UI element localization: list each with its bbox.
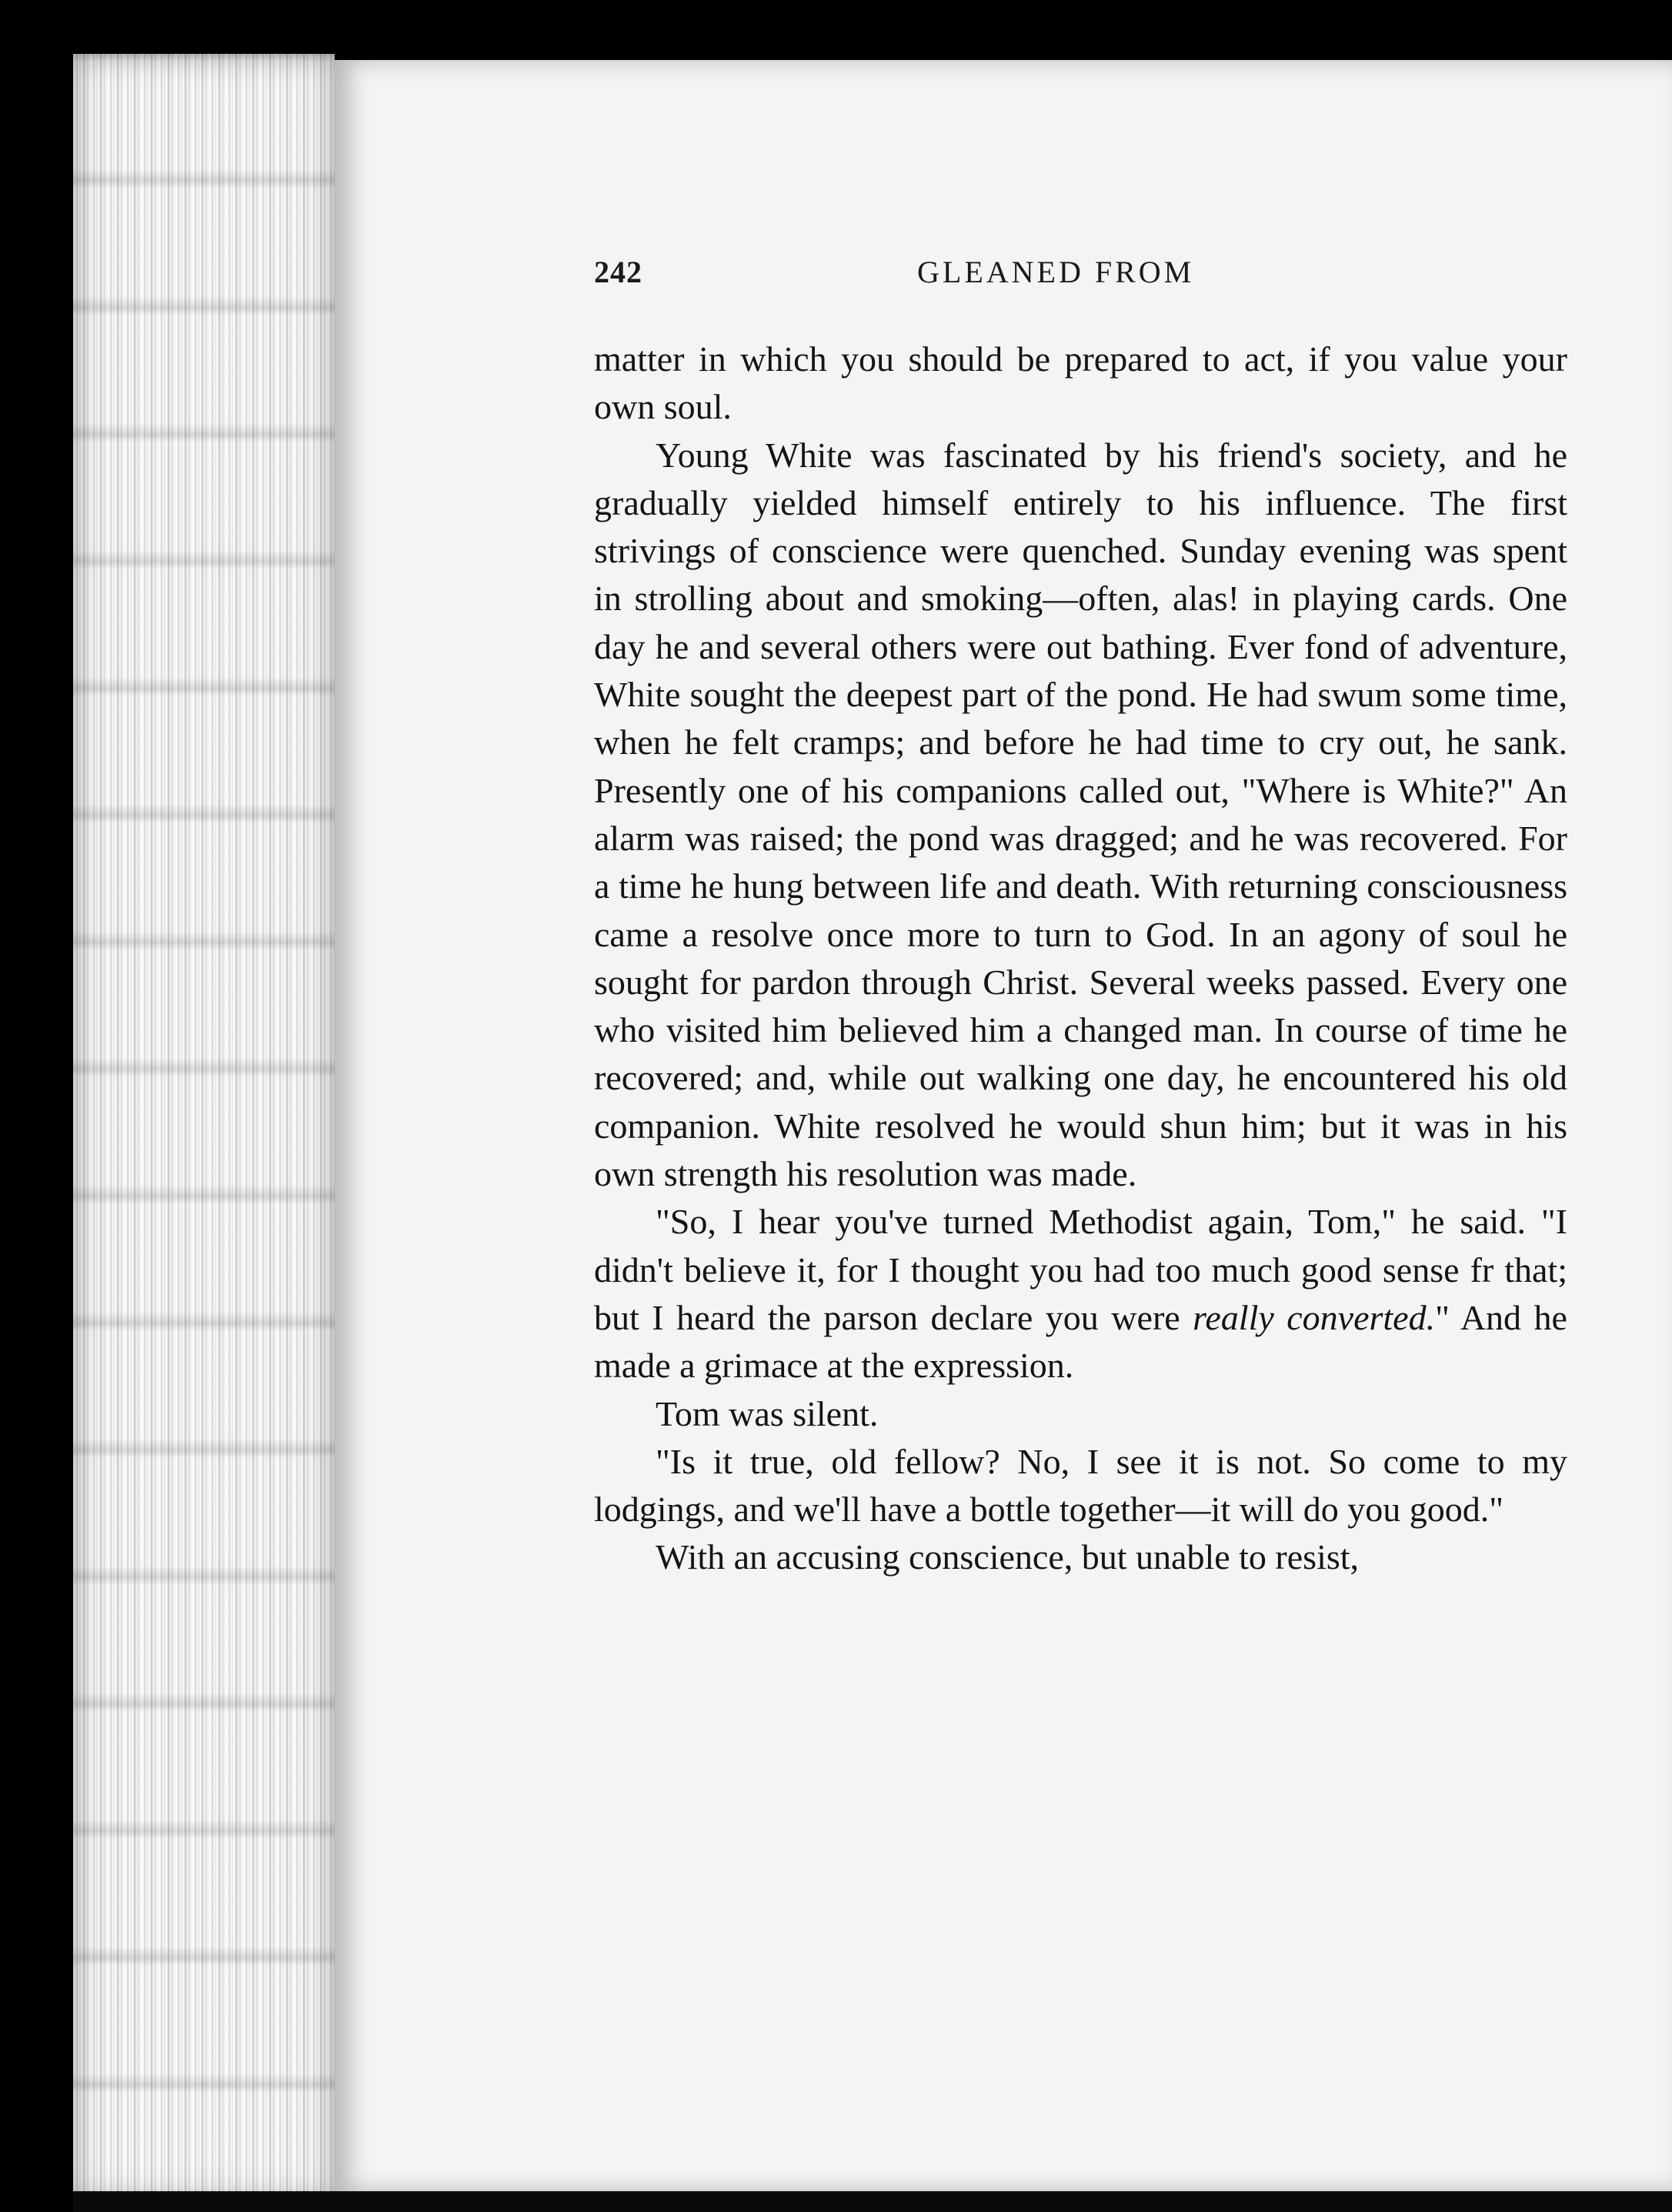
body-text — [594, 335, 1567, 1582]
paragraph-5: "Is it true, old fellow? No, I see it is not. So come to my lodgings, and we'll have a bottle together—it will do you good." — [594, 1441, 1567, 1530]
paragraph-4: Tom was silent. — [656, 1393, 879, 1433]
book-page-edges — [73, 54, 335, 2200]
paragraph-3-italic: really converted. — [1193, 1297, 1436, 1337]
paragraph-2: Young White was fascinated by his friend's society, and he gradually yielded himself entirely to his influence. The first strivings of conscience were quenched. Sunday evening was spent in strolling about and smoking—often, alas! in playing cards. One day he and several others were out bathing. Ever fond of adventure, White sought the deepest part of the pond. He had swum some time, when he felt cramps; and before he had time to cry out, he sank. Presently one of his companions called out, "Where is White?" An alarm was raised; the pond was dragged; and he was recovered. For a time he hung between life and death. With returning consciousness came a resolve once more to turn to God. In an agony of soul he sought for pardon through Christ. Several weeks passed. Every one who visited him believed him a changed man. In course of time he recovered; and, while out walking one day, he encountered his old companion. White resolved he would shun him; but it was in his own strength his resolution was made. — [594, 435, 1567, 1194]
paragraph-1: matter in which you should be prepared to act, if you value your own soul. — [594, 339, 1567, 427]
scan-bottom-border — [73, 2191, 1672, 2212]
running-title: GLEANED FROM — [917, 255, 1195, 289]
running-header — [594, 254, 1575, 297]
paragraph-6: With an accusing conscience, but unable to resist, — [656, 1537, 1360, 1577]
page-number: 242 — [594, 255, 642, 289]
paragraph-3-text-b: " And he made a grimace at the expression. — [594, 1297, 1567, 1386]
paragraph-3-text-a: "So, I hear you've turned Methodist again, Tom," he said. "I didn't believe it, for I thought you had too much good sense fr that; but I heard the parson declare you were — [594, 1202, 1567, 1337]
paragraph-3 — [594, 1198, 1567, 1390]
